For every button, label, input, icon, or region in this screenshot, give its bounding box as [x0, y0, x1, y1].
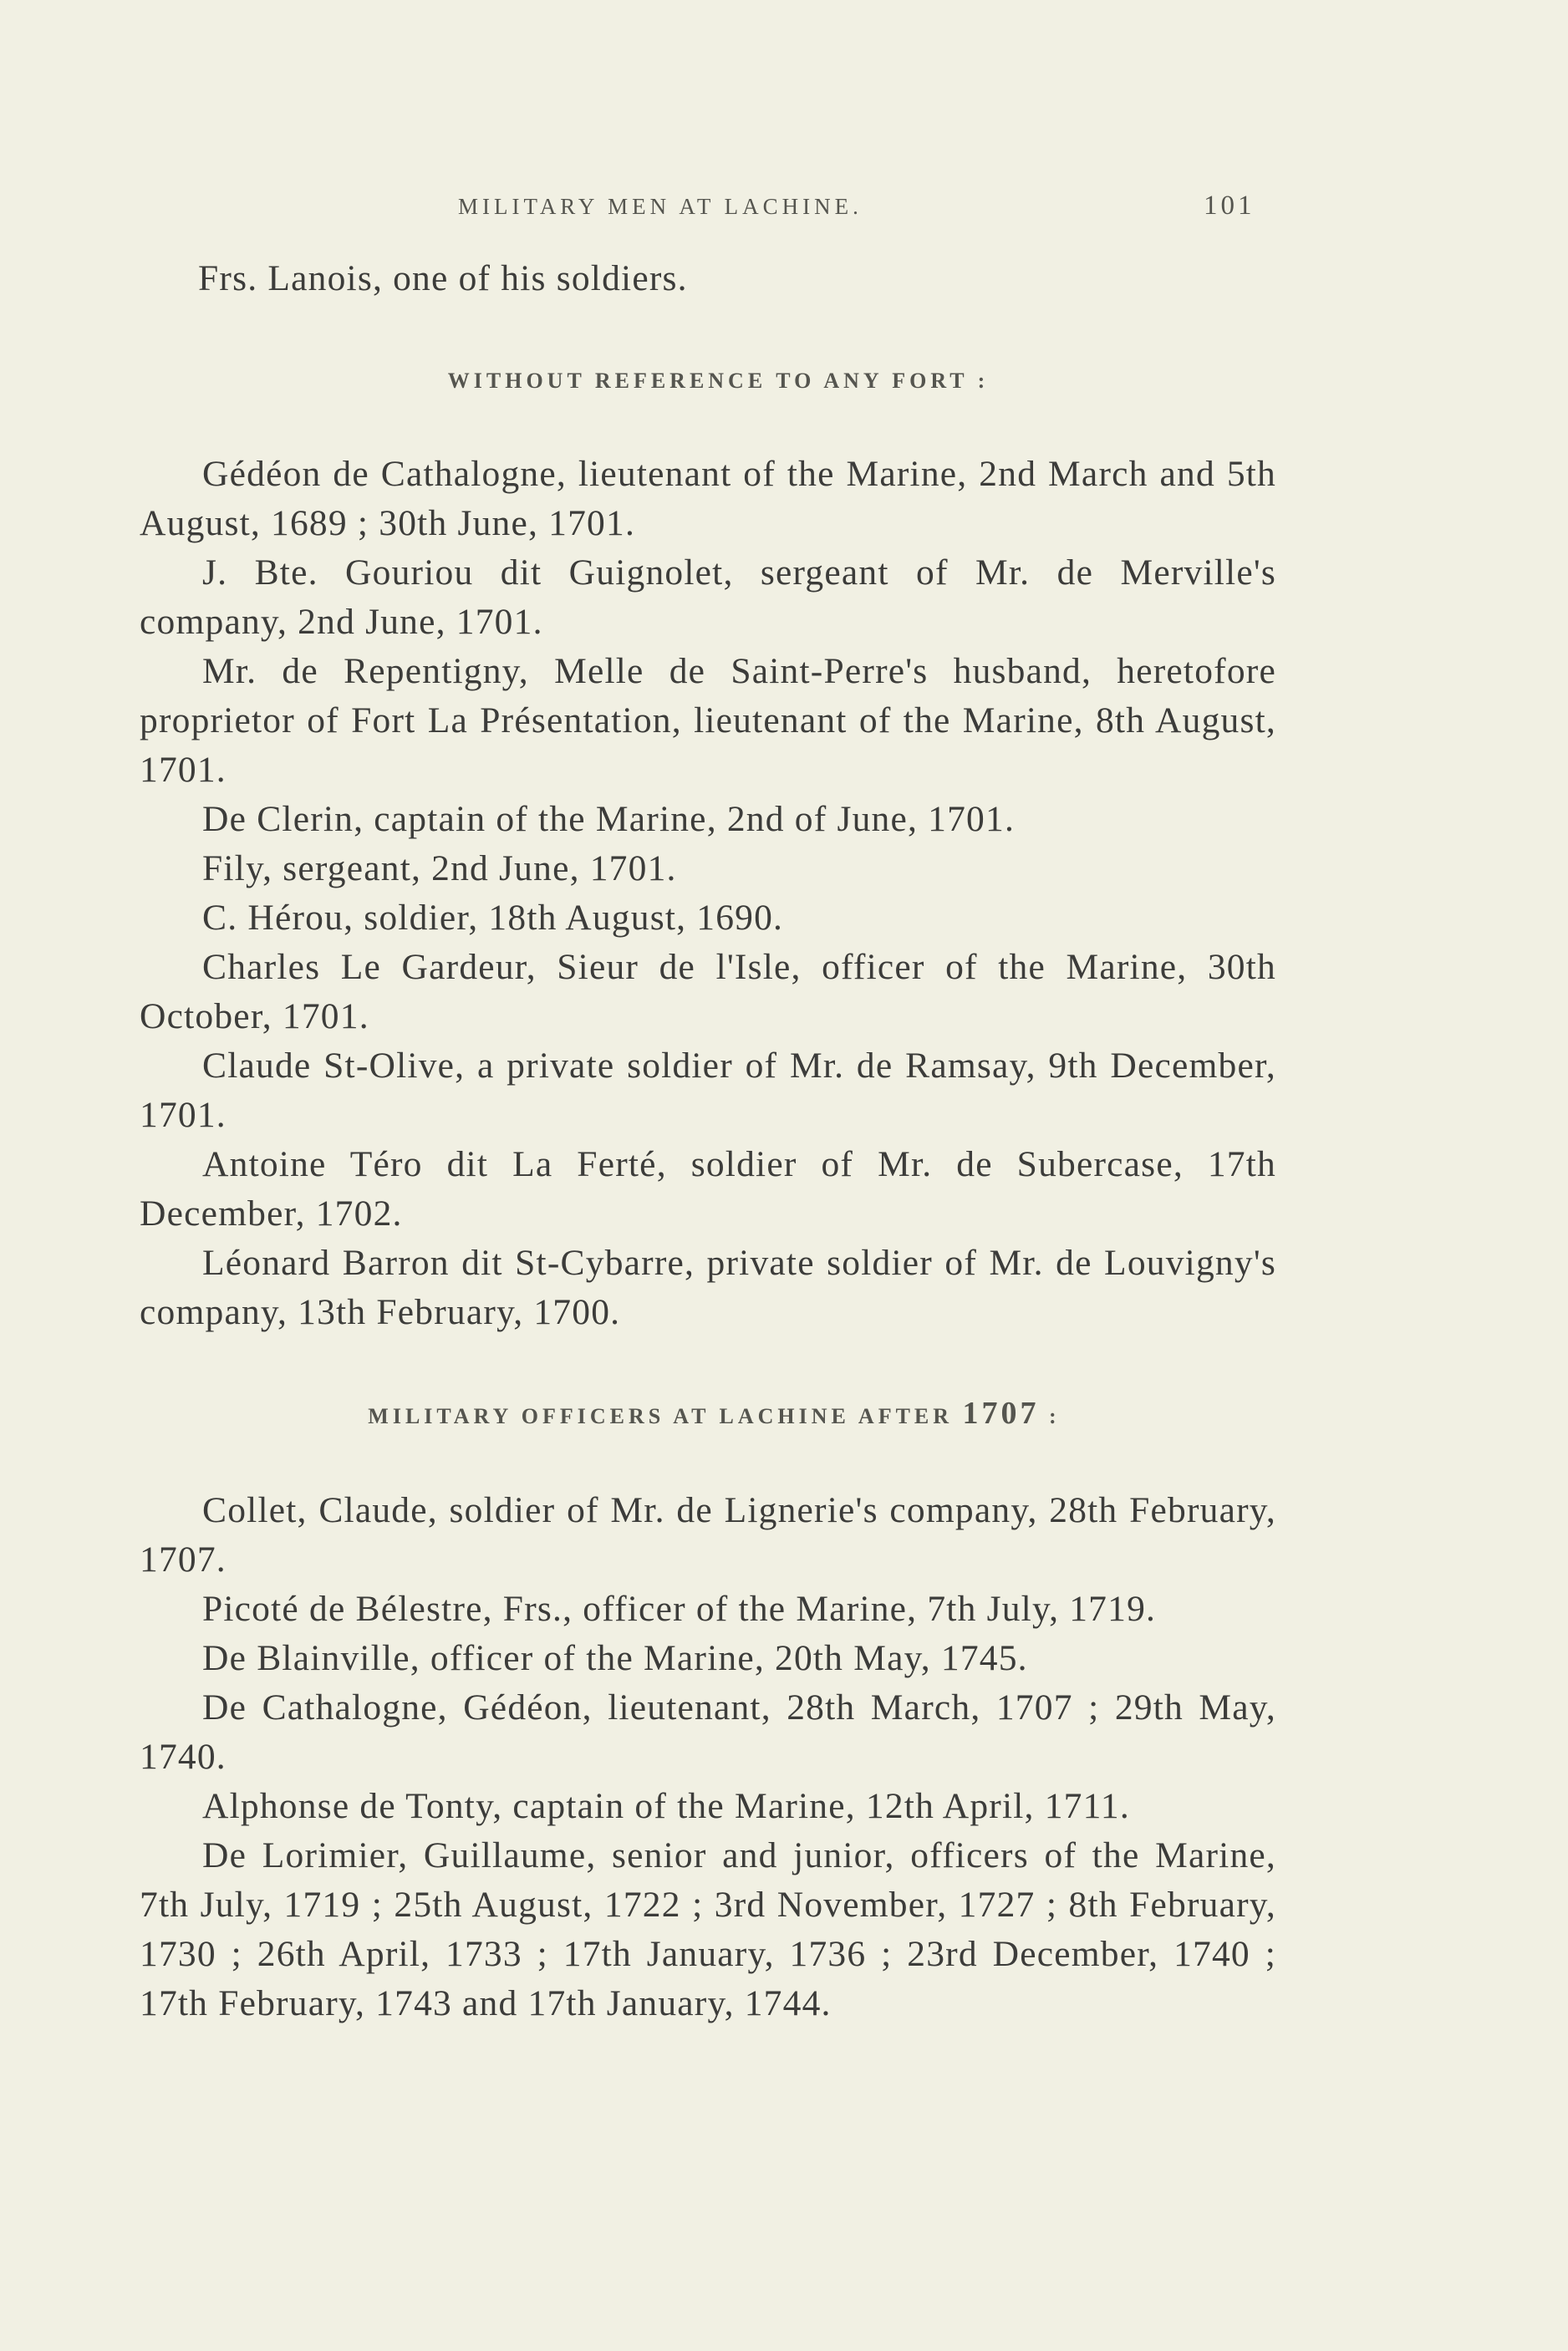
list-item: Mr. de Repentigny, Melle de Saint-Perre's husband, heretofore proprietor of Fort La Présentation, lieutenant of the Marine, 8th August, 1701.	[140, 651, 1276, 790]
list-item: Alphonse de Tonty, captain of the Marine, 12th April, 1711.	[202, 1786, 1130, 1826]
list-item: Charles Le Gardeur, Sieur de l'Isle, officer of the Marine, 30th October, 1701.	[140, 947, 1276, 1036]
list-item: De Clerin, captain of the Marine, 2nd of June, 1701.	[202, 799, 1016, 839]
list-item: Antoine Téro dit La Ferté, soldier of Mr. de Subercase, 17th December, 1702.	[140, 1144, 1276, 1234]
opening-line: Frs. Lanois, one of his soldiers.	[198, 258, 688, 298]
list-item: Gédéon de Cathalogne, lieutenant of the Marine, 2nd March and 5th August, 1689 ; 30th June, 1701.	[140, 454, 1276, 543]
list-item: Claude St-Olive, a private soldier of Mr. de Ramsay, 9th December, 1701.	[140, 1046, 1276, 1135]
list-item: C. Hérou, soldier, 18th August, 1690.	[202, 898, 784, 938]
running-head: MILITARY MEN AT LACHINE.	[458, 194, 863, 219]
section-officers-list	[140, 1486, 1276, 2028]
list-item: J. Bte. Gouriou dit Guignolet, sergeant of Mr. de Merville's company, 2nd June, 1701.	[140, 552, 1276, 642]
section-heading-year: 1707	[962, 1396, 1040, 1431]
list-item: Léonard Barron dit St-Cybarre, private soldier of Mr. de Louvigny's company, 13th February, 1700.	[140, 1243, 1276, 1332]
body-text	[140, 254, 1276, 2028]
section-heading-without-fort: WITHOUT REFERENCE TO ANY FORT :	[447, 369, 990, 393]
list-item: Picoté de Bélestre, Frs., officer of the Marine, 7th July, 1719.	[202, 1589, 1157, 1629]
section-heading-suffix: :	[1039, 1404, 1061, 1428]
list-item: De Lorimier, Guillaume, senior and junior, officers of the Marine, 7th July, 1719 ; 25th August, 1722 ; 3rd November, 1727 ; 8th February, 1730 ; 26th April, 1733 ; 17th January, 1736 ; 23rd December, 1740 ; 17th February, 1743 and 17th January, 1744.	[140, 1835, 1276, 2023]
section-heading-officers-after-1707	[152, 1389, 1276, 1441]
list-item: Fily, sergeant, 2nd June, 1701.	[202, 848, 677, 888]
list-item: Collet, Claude, soldier of Mr. de Lignerie's company, 28th February, 1707.	[140, 1490, 1276, 1580]
list-item: De Cathalogne, Gédéon, lieutenant, 28th March, 1707 ; 29th May, 1740.	[140, 1687, 1276, 1777]
list-item: De Blainville, officer of the Marine, 20th May, 1745.	[202, 1638, 1028, 1678]
section-without-fort-list	[140, 450, 1276, 1337]
section-heading-text: MILITARY OFFICERS AT LACHINE AFTER	[368, 1404, 954, 1428]
page-number: 101	[1204, 191, 1255, 221]
